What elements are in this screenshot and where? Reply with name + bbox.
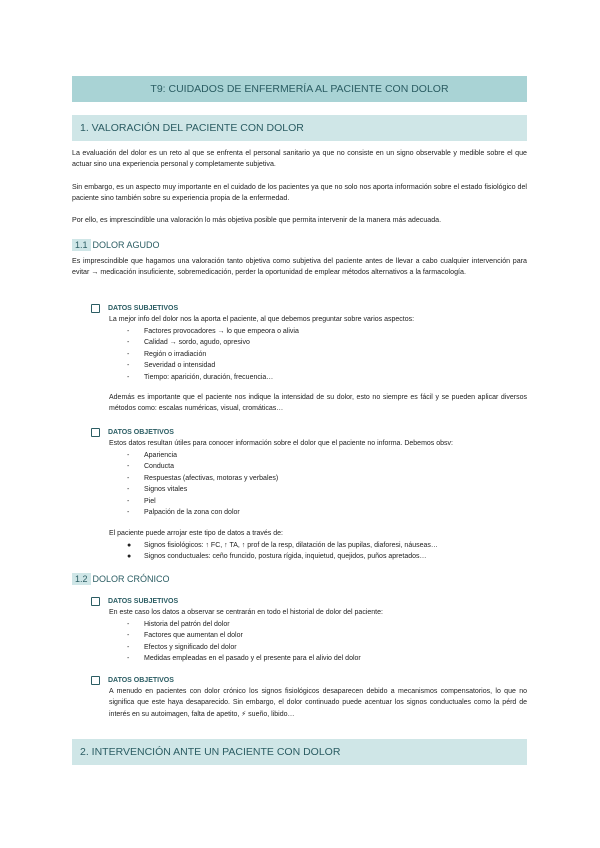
bullet-item: ● Signos conductuales: ceño fruncido, postura rígida, inquietud, quejidos, puños apretados… xyxy=(127,553,427,561)
chronic-subjective-list xyxy=(127,619,361,665)
list-item: - Palpación de la zona con dolor xyxy=(127,508,240,516)
chronic-subjective-lead: En este caso los datos a observar se centrarán en todo el historial de dolor del paciente: xyxy=(109,609,383,616)
checkbox-heading-objective xyxy=(91,426,174,438)
subsection-1-1-intro: Es imprescindible que hagamos una valoración tanto objetiva como subjetiva del paciente antes de llevar a cabo cualquier intervención para evitar → medicación insuficiente, sobremedicación, perder la oportunidad de emplear métodos alternativos a la farmacología. xyxy=(72,257,527,277)
checkbox-title: DATOS OBJETIVOS xyxy=(108,676,174,684)
bullet-item: ● Signos fisiológicos: ↑ FC, ↑ TA, ↑ prof de la resp, dilatación de las pupilas, diaforesi, náuseas… xyxy=(127,542,438,549)
subjective-lead: La mejor info del dolor nos la aporta el paciente, al que debemos preguntar sobre varios aspectos: xyxy=(109,316,415,323)
objective-note: El paciente puede arrojar este tipo de datos a través de: xyxy=(109,530,283,537)
list-item: - Calidad → sordo, agudo, opresivo xyxy=(127,339,250,347)
list-item: - Signos vitales xyxy=(127,486,188,494)
list-item: - Piel xyxy=(127,497,156,505)
subjective-list xyxy=(127,326,299,383)
subsection-heading-1-2 xyxy=(72,572,170,586)
document-title: T9: CUIDADOS DE ENFERMERÍA AL PACIENTE CON DOLOR xyxy=(72,76,527,102)
subsection-heading-1-1 xyxy=(72,238,160,252)
checkbox-heading-chronic-objective xyxy=(91,674,174,686)
section-heading-2: 2. INTERVENCIÓN ANTE UN PACIENTE CON DOLOR xyxy=(72,739,527,765)
list-item: - Factores provocadores → lo que empeora o alivia xyxy=(127,328,299,335)
list-item: - Región o irradiación xyxy=(127,350,207,358)
subsection-number: 1.1 xyxy=(72,239,91,251)
list-item: - Apariencia xyxy=(127,452,178,459)
subjective-note: Además es importante que el paciente nos indique la intensidad de su dolor, esto no siempre es fácil y se pueden aplicar diversos métodos como: escalas numéricas, visual, cromáticas… xyxy=(109,394,527,413)
section1-paragraph-2: Sin embargo, es un aspecto muy importante en el cuidado de los pacientes ya que no solo nos aporta información sobre el estado fisiológico del paciente sino también sobre su experiencia propia de la enfermedad. xyxy=(72,183,527,203)
chronic-objective-text: A menudo en pacientes con dolor crónico los signos fisiológicos desaparecen debido a mecanismos compensatorios, lo que no significa que este haya desaparecido. Sin embargo, el dolor continuado puede acentuar los signos conductuales como la pérd de interés en su autoimagen, falta de apetito, ⚡ sueño, libido… xyxy=(109,688,527,718)
subsection-number: 1.2 xyxy=(72,573,91,585)
objective-bullets xyxy=(127,540,438,563)
checkbox-icon xyxy=(91,428,100,437)
checkbox-heading-chronic-subjective xyxy=(91,595,178,607)
subsection-title: DOLOR AGUDO xyxy=(92,240,160,250)
list-item: - Severidad o intensidad xyxy=(127,362,216,370)
list-item: - Historia del patrón del dolor xyxy=(127,621,230,628)
list-item: - Efectos y significado del dolor xyxy=(127,643,237,651)
checkbox-title: DATOS SUBJETIVOS xyxy=(108,304,179,312)
subsection-title: DOLOR CRÓNICO xyxy=(92,574,170,584)
checkbox-heading-subjective xyxy=(91,302,178,314)
checkbox-icon xyxy=(91,597,100,606)
section1-paragraph-1: La evaluación del dolor es un reto al que se enfrenta el personal sanitario ya que no consiste en un signo observable y medible sobre el que actuar sino una experiencia personal y completamente subjetiva. xyxy=(72,149,527,169)
checkbox-icon xyxy=(91,304,100,313)
list-item: - Factores que aumentan el dolor xyxy=(127,632,243,640)
checkbox-icon xyxy=(91,676,100,685)
objective-lead: Estos datos resultan útiles para conocer información sobre el dolor que el paciente no informa. Debemos obsv: xyxy=(109,440,453,447)
section-heading-1: 1. VALORACIÓN DEL PACIENTE CON DOLOR xyxy=(72,115,527,141)
checkbox-title: DATOS OBJETIVOS xyxy=(108,428,174,436)
checkbox-title: DATOS SUBJETIVOS xyxy=(108,597,179,605)
objective-list xyxy=(127,450,278,518)
list-item: - Conducta xyxy=(127,463,174,471)
list-item: - Tiempo: aparición, duración, frecuencia… xyxy=(127,373,274,381)
section1-paragraph-3: Por ello, es imprescindible una valoración lo más objetiva posible que permita intervenir de la manera más adecuada. xyxy=(72,216,442,224)
list-item: - Medidas empleadas en el pasado y el presente para el alivio del dolor xyxy=(127,655,361,663)
list-item: - Respuestas (afectivas, motoras y verbales) xyxy=(127,474,279,482)
